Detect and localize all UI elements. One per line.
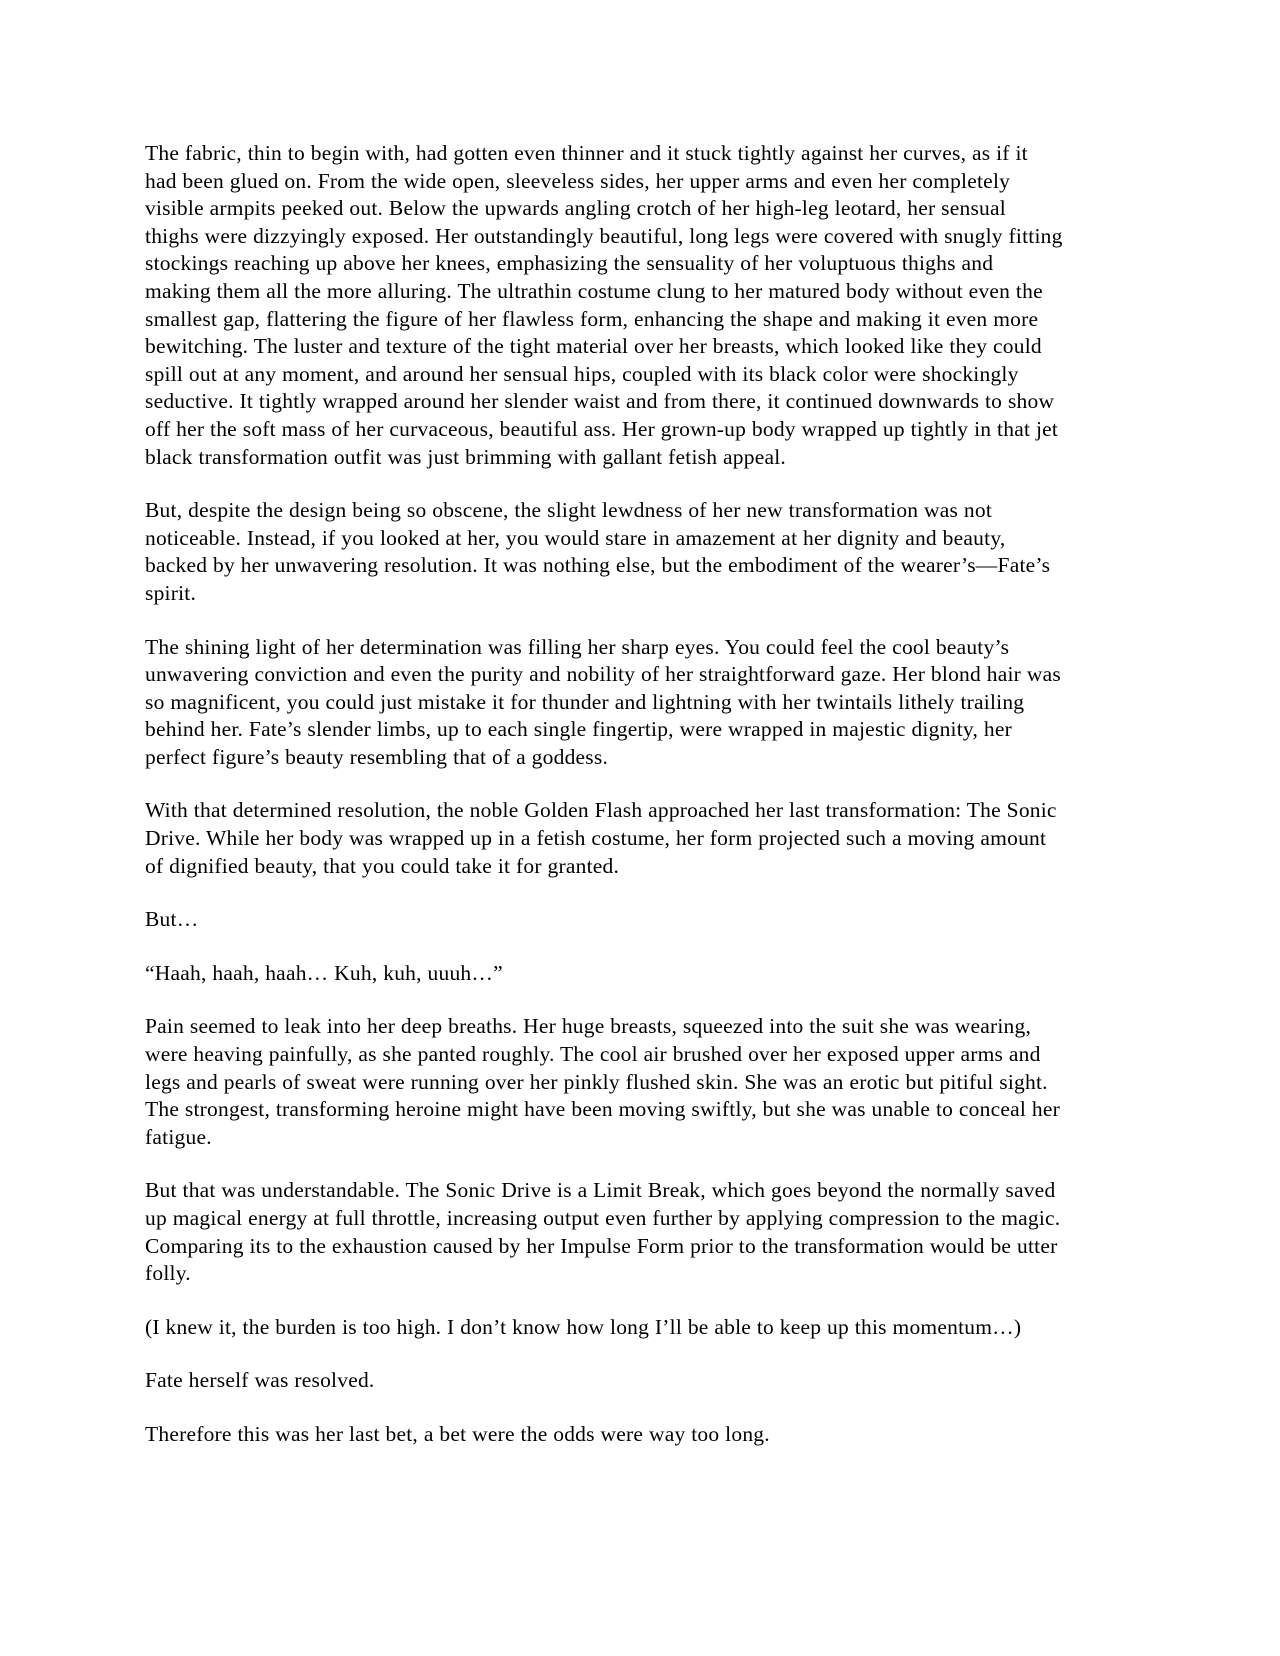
paragraph-7: Pain seemed to leak into her deep breaths. Her huge breasts, squeezed into the suit she was wearing, were heaving painfully, as she panted roughly. The cool air brushed over her exposed upper arms and legs and pearls of sweat were running over her pinkly flushed skin. She was an erotic but pitiful sight. The strongest, transforming heroine might have been moving swiftly, but she was unable to conceal her fatigue. — [145, 1014, 1060, 1149]
paragraph-1: The fabric, thin to begin with, had gotten even thinner and it stuck tightly against her curves, as if it had been glued on. From the wide open, sleeveless sides, her upper arms and even her completely visible armpits peeked out. Below the upwards angling crotch of her high-leg leotard, her sensual thighs were dizzyingly exposed. Her outstandingly beautiful, long legs were covered with snugly fitting stockings reaching up above her knees, emphasizing the sensuality of her voluptuous thighs and making them all the more alluring. The ultrathin costume clung to her matured body without even the smallest gap, flattering the figure of her flawless form, enhancing the shape and making it even more bewitching. The luster and texture of the tight material over her breasts, which looked like they could spill out at any moment, and around her sensual hips, coupled with its black color were shockingly seductive. It tightly wrapped around her slender waist and from there, it continued downwards to show off her the soft mass of her curvaceous, beautiful ass. Her grown-up body wrapped up tightly in that jet black transformation outfit was just brimming with gallant fetish appeal. — [145, 141, 1063, 469]
paragraph-4: With that determined resolution, the noble Golden Flash approached her last transformation: The Sonic Drive. While her body was wrapped up in a fetish costume, her form projected such a moving amount of dignified beauty, that you could take it for granted. — [145, 798, 1057, 878]
document-text-body — [145, 140, 1063, 1449]
paragraph-3: The shining light of her determination was filling her sharp eyes. You could feel the cool beauty’s unwavering conviction and even the purity and nobility of her straightforward gaze. Her blond hair was so magnificent, you could just mistake it for thunder and lightning with her twintails lithely trailing behind her. Fate’s slender limbs, up to each single fingertip, were wrapped in majestic dignity, her perfect figure’s beauty resembling that of a goddess. — [145, 634, 1061, 769]
paragraph-6-dialogue: “Haah, haah, haah… Kuh, kuh, uuuh…” — [145, 960, 503, 985]
paragraph-5: But… — [145, 907, 199, 932]
paragraph-11: Therefore this was her last bet, a bet were the odds were way too long. — [145, 1421, 770, 1446]
paragraph-10: Fate herself was resolved. — [145, 1368, 375, 1393]
paragraph-8: But that was understandable. The Sonic Drive is a Limit Break, which goes beyond the normally saved up magical energy at full throttle, increasing output even further by applying compression to the magic. Comparing its to the exhaustion caused by her Impulse Form prior to the transformation would be utter folly. — [145, 1178, 1061, 1286]
paragraph-2: But, despite the design being so obscene, the slight lewdness of her new transformation was not noticeable. Instead, if you looked at her, you would stare in amazement at her dignity and beauty, backed by her unwavering resolution. It was nothing else, but the embodiment of the wearer’s—Fate’s spirit. — [145, 498, 1051, 605]
paragraph-9-inner-thought: (I knew it, the burden is too high. I don’t know how long I’ll be able to keep up this momentum…) — [145, 1314, 1022, 1339]
